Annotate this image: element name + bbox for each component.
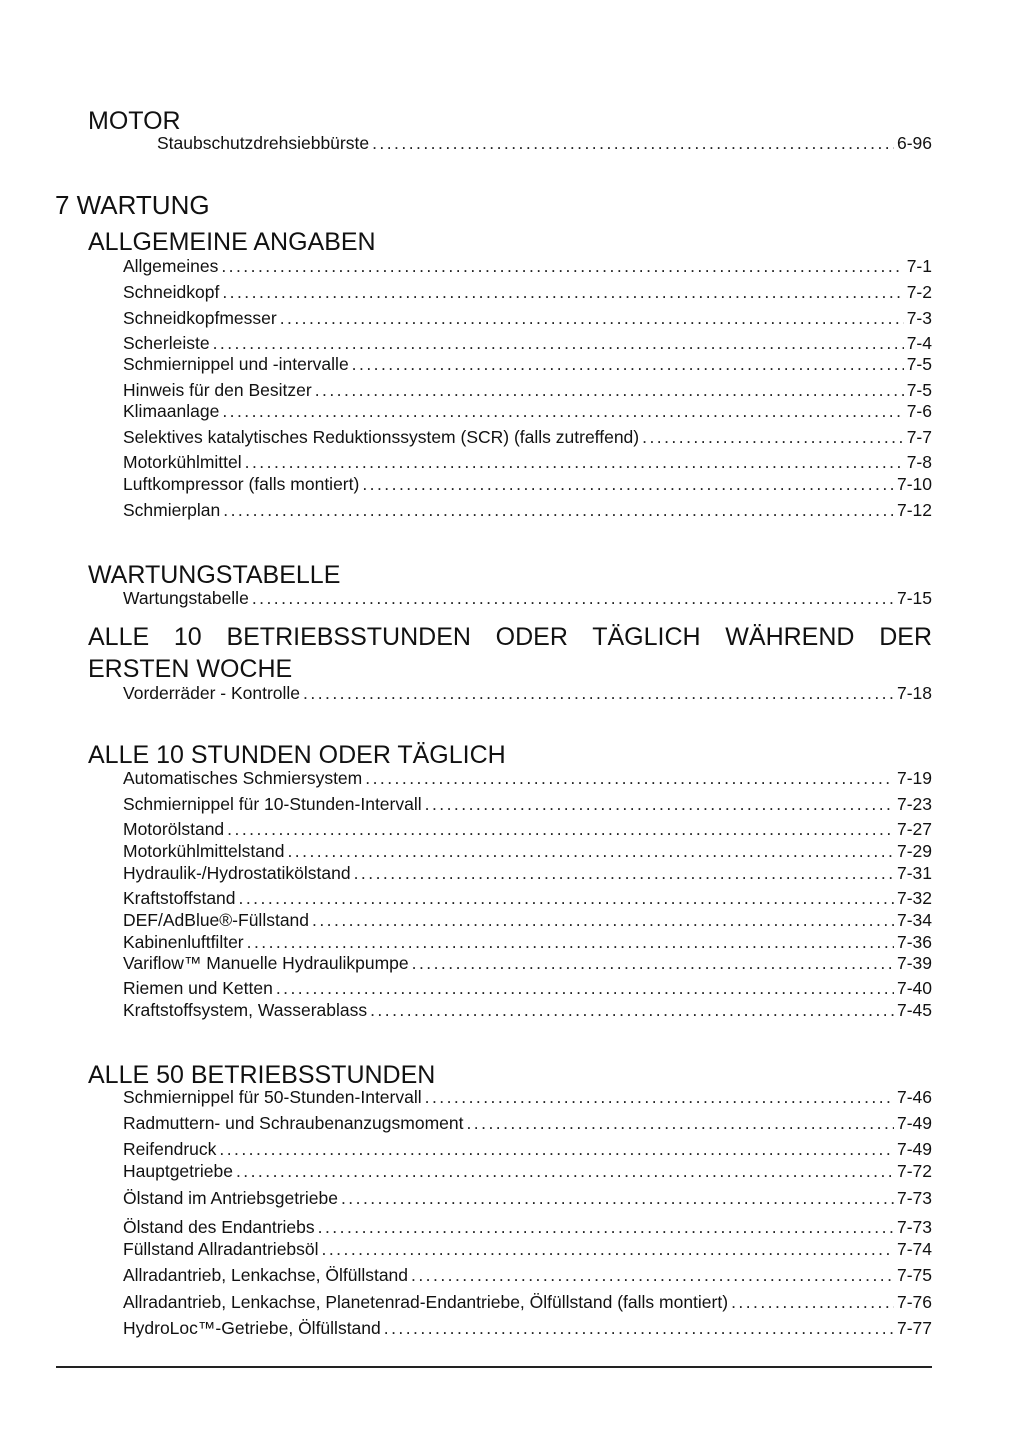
toc-entry-page: 7-10 xyxy=(896,474,932,494)
toc-entry-page: 7-46 xyxy=(896,1087,932,1107)
toc-entry-page: 7-49 xyxy=(896,1139,932,1159)
dot-leader xyxy=(411,1264,894,1286)
dot-leader xyxy=(239,887,894,909)
toc-entry[interactable] xyxy=(123,255,932,277)
toc-entry-title: Allradantrieb, Lenkachse, Ölfüllstand xyxy=(123,1265,409,1285)
toc-entry-page: 7-74 xyxy=(896,1239,932,1259)
toc-entry-title: Motorkühlmittelstand xyxy=(123,841,285,861)
toc-entry-page: 7-1 xyxy=(906,256,932,276)
toc-entry-page: 7-32 xyxy=(896,888,932,908)
toc-entry-page: 7-72 xyxy=(896,1161,932,1181)
toc-entry-title: Automatisches Schmiersystem xyxy=(123,768,363,788)
dot-leader xyxy=(731,1291,894,1313)
toc-entry-title: Schmierplan xyxy=(123,500,221,520)
toc-entry[interactable] xyxy=(123,1138,932,1160)
dot-leader xyxy=(425,1086,894,1108)
toc-entry[interactable] xyxy=(123,353,932,375)
chapter-heading: 7 WARTUNG xyxy=(55,190,210,220)
dot-leader xyxy=(276,977,894,999)
toc-entry-page: 7-18 xyxy=(896,683,932,703)
toc-entry[interactable] xyxy=(123,1291,932,1313)
toc-entry[interactable] xyxy=(123,1216,932,1238)
dot-leader xyxy=(642,426,904,448)
toc-entry-title: Klimaanlage xyxy=(123,401,220,421)
toc-entry-title: Riemen und Ketten xyxy=(123,978,273,998)
dot-leader xyxy=(412,952,894,974)
toc-entry-page: 7-3 xyxy=(906,308,932,328)
dot-leader xyxy=(352,353,904,375)
toc-entry-title: Schneidkopf xyxy=(123,282,220,302)
dot-leader xyxy=(384,1317,894,1339)
toc-entry-page: 7-45 xyxy=(896,1000,932,1020)
toc-entry[interactable] xyxy=(123,426,932,448)
dot-leader xyxy=(341,1187,894,1209)
dot-leader xyxy=(303,682,894,704)
toc-entry-title: Allradantrieb, Lenkachse, Planetenrad-Endantriebe, Ölfüllstand (falls montiert) xyxy=(123,1292,729,1312)
dot-leader xyxy=(312,909,894,931)
toc-entry-title: Kraftstoffstand xyxy=(123,888,236,908)
toc-entry-title: Vorderräder - Kontrolle xyxy=(123,683,301,703)
dot-leader xyxy=(247,931,894,953)
toc-entry[interactable] xyxy=(123,682,932,704)
section-heading-maintenance-table: WARTUNGSTABELLE xyxy=(88,561,341,589)
toc-entry-title: Staubschutzdrehsiebbürste xyxy=(157,133,370,153)
dot-leader xyxy=(362,473,894,495)
dot-leader xyxy=(221,255,903,277)
toc-entry[interactable] xyxy=(123,909,932,931)
toc-entry-title: Ölstand des Endantriebs xyxy=(123,1217,315,1237)
toc-entry-title: Hauptgetriebe xyxy=(123,1161,233,1181)
toc-entry-title: Schmiernippel und -intervalle xyxy=(123,354,349,374)
dot-leader xyxy=(287,840,894,862)
toc-entry-page: 7-4 xyxy=(906,333,932,353)
toc-entry-title: Füllstand Allradantriebsöl xyxy=(123,1239,319,1259)
toc-entry-title: Schmiernippel für 50-Stunden-Intervall xyxy=(123,1087,422,1107)
toc-entry-title: Motorkühlmittel xyxy=(123,452,242,472)
toc-entry-title: Motorölstand xyxy=(123,819,225,839)
dot-leader xyxy=(222,281,903,303)
toc-entry[interactable] xyxy=(123,307,932,329)
toc-entry[interactable] xyxy=(123,793,932,815)
section-heading-first-week: ALLE 10 BETRIEBSSTUNDEN ODER TÄGLICH WÄHREND DER ERSTEN WOCHE xyxy=(88,623,932,683)
dot-leader xyxy=(354,862,894,884)
toc-entry-page: 7-2 xyxy=(906,282,932,302)
dot-leader xyxy=(227,818,894,840)
dot-leader xyxy=(252,587,894,609)
toc-entry-title: DEF/AdBlue®-Füllstand xyxy=(123,910,310,930)
toc-entry-title: Hinweis für den Besitzer xyxy=(123,380,312,400)
toc-list-maintenance-table xyxy=(123,587,932,609)
dot-leader xyxy=(425,793,894,815)
toc-entry-title: Variflow™ Manuelle Hydraulikpumpe xyxy=(123,953,409,973)
toc-entry-page: 7-15 xyxy=(896,588,932,608)
toc-entry-page: 7-75 xyxy=(896,1265,932,1285)
toc-entry-title: HydroLoc™-Getriebe, Ölfüllstand xyxy=(123,1318,381,1338)
toc-entry-title: Luftkompressor (falls montiert) xyxy=(123,474,360,494)
toc-entry[interactable] xyxy=(123,587,932,609)
toc-entry-title: Ölstand im Antriebsgetriebe xyxy=(123,1188,338,1208)
toc-entry[interactable] xyxy=(123,999,932,1021)
toc-entry-page: 7-8 xyxy=(906,452,932,472)
toc-entry[interactable] xyxy=(123,1112,932,1134)
section-heading-motor: MOTOR xyxy=(88,107,181,135)
toc-entry[interactable] xyxy=(123,887,932,909)
toc-entry[interactable] xyxy=(123,1086,932,1108)
toc-entry-page: 7-39 xyxy=(896,953,932,973)
toc-entry-page: 7-19 xyxy=(896,768,932,788)
toc-entry-title: Schneidkopfmesser xyxy=(123,308,277,328)
toc-entry[interactable] xyxy=(123,499,932,521)
toc-entry-title: Kraftstoffsystem, Wasserablass xyxy=(123,1000,368,1020)
toc-entry[interactable] xyxy=(123,281,932,303)
toc-entry[interactable] xyxy=(123,1160,932,1182)
toc-entry-page: 7-27 xyxy=(896,819,932,839)
toc-entry-page: 7-40 xyxy=(896,978,932,998)
toc-entry-page: 7-23 xyxy=(896,794,932,814)
dot-leader xyxy=(219,1138,894,1160)
toc-entry-page: 7-49 xyxy=(896,1113,932,1133)
toc-entry-title: Radmuttern- und Schraubenanzugsmoment xyxy=(123,1113,464,1133)
toc-entry-title: Schmiernippel für 10-Stunden-Intervall xyxy=(123,794,422,814)
section-heading-daily: ALLE 10 STUNDEN ODER TÄGLICH xyxy=(88,741,506,769)
dot-leader xyxy=(315,379,904,401)
toc-entry[interactable] xyxy=(123,473,932,495)
dot-leader xyxy=(466,1112,893,1134)
toc-entry-page: 7-73 xyxy=(896,1188,932,1208)
toc-entry[interactable] xyxy=(123,1238,932,1260)
toc-entry-title: Allgemeines xyxy=(123,256,219,276)
toc-entry[interactable] xyxy=(123,1264,932,1286)
toc-entry-title: Selektives katalytisches Reduktionssystem (SCR) (falls zutreffend) xyxy=(123,427,640,447)
toc-entry-page: 7-12 xyxy=(896,500,932,520)
toc-entry[interactable] xyxy=(123,977,932,999)
toc-entry-page: 7-5 xyxy=(906,354,932,374)
dot-leader xyxy=(372,132,894,154)
toc-entry[interactable] xyxy=(123,400,932,422)
toc-entry-page: 7-73 xyxy=(896,1217,932,1237)
toc-entry-title: Wartungstabelle xyxy=(123,588,249,608)
toc-entry-page: 7-76 xyxy=(896,1292,932,1312)
dot-leader xyxy=(223,499,894,521)
toc-entry[interactable] xyxy=(123,840,932,862)
dot-leader xyxy=(245,451,904,473)
toc-entry[interactable] xyxy=(123,379,932,401)
toc-entry[interactable] xyxy=(123,931,932,953)
toc-entry-page: 7-5 xyxy=(906,380,932,400)
toc-entry[interactable] xyxy=(123,767,932,789)
toc-entry-title: Hydraulik-/Hydrostatikölstand xyxy=(123,863,351,883)
toc-entry-page: 7-29 xyxy=(896,841,932,861)
dot-leader xyxy=(365,767,894,789)
toc-entry-page: 7-7 xyxy=(906,427,932,447)
section-heading-50-hours: ALLE 50 BETRIEBSSTUNDEN xyxy=(88,1061,436,1089)
toc-entry[interactable] xyxy=(123,862,932,884)
toc-entry-page: 7-34 xyxy=(896,910,932,930)
toc-entry-title: Scherleiste xyxy=(123,333,210,353)
dot-leader xyxy=(222,400,903,422)
toc-list-first-week xyxy=(123,682,932,704)
toc-entry-page: 7-6 xyxy=(906,401,932,421)
section-heading-general: ALLGEMEINE ANGABEN xyxy=(88,228,376,256)
footer-rule xyxy=(56,1366,932,1368)
toc-entry-title: Reifendruck xyxy=(123,1139,217,1159)
toc-entry[interactable] xyxy=(123,332,932,354)
toc-list-motor xyxy=(157,132,932,154)
dot-leader xyxy=(213,332,904,354)
toc-entry-page: 7-36 xyxy=(896,932,932,952)
toc-entry-page: 7-31 xyxy=(896,863,932,883)
toc-entry-title: Kabinenluftfilter xyxy=(123,932,244,952)
toc-entry[interactable] xyxy=(123,952,932,974)
dot-leader xyxy=(322,1238,894,1260)
toc-entry[interactable] xyxy=(123,1317,932,1339)
toc-entry[interactable] xyxy=(123,451,932,473)
dot-leader xyxy=(370,999,894,1021)
toc-entry[interactable] xyxy=(123,1187,932,1209)
dot-leader xyxy=(318,1216,894,1238)
toc-entry-page: 7-77 xyxy=(896,1318,932,1338)
toc-entry[interactable] xyxy=(157,132,932,154)
toc-entry-page: 6-96 xyxy=(896,133,932,153)
dot-leader xyxy=(236,1160,894,1182)
toc-entry[interactable] xyxy=(123,818,932,840)
dot-leader xyxy=(280,307,904,329)
